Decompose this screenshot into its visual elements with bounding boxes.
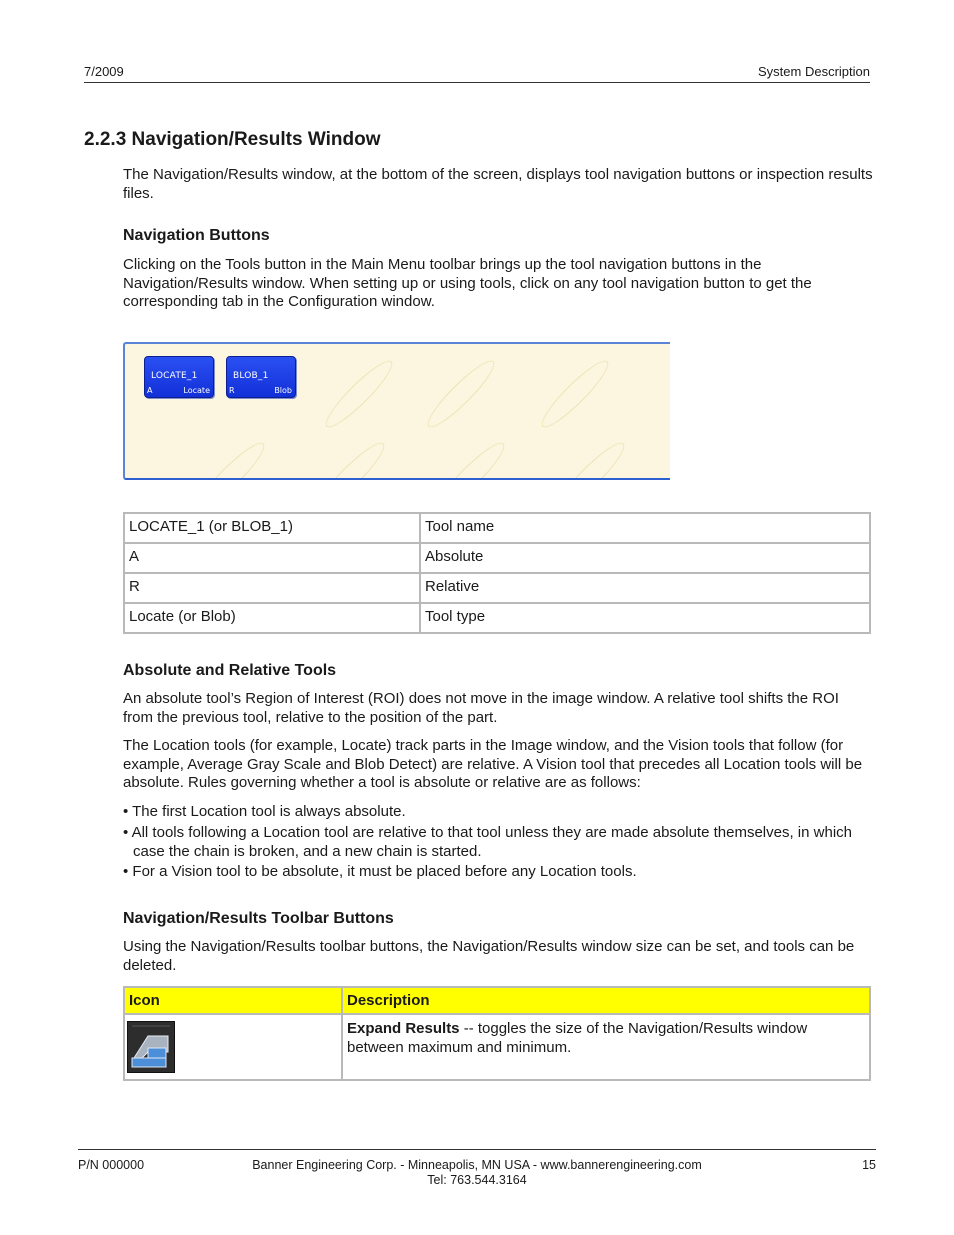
tool-mode: A	[147, 386, 153, 395]
tool-button-legend-table	[123, 512, 871, 634]
footer-page-number: 15	[862, 1158, 876, 1172]
table-cell	[124, 1014, 342, 1080]
column-header-icon: Icon	[124, 987, 342, 1014]
table-row	[124, 603, 870, 633]
table-header-row	[124, 987, 870, 1014]
toolbar-buttons-heading: Navigation/Results Toolbar Buttons	[123, 910, 394, 927]
watermark	[551, 436, 630, 480]
table-cell: LOCATE_1 (or BLOB_1)	[124, 513, 420, 543]
abs-rel-heading: Absolute and Relative Tools	[123, 662, 337, 679]
intro-paragraph: The Navigation/Results window, at the bottom of the screen, displays tool navigation buttons or inspection results files.	[123, 166, 873, 202]
table-cell: Tool name	[420, 513, 870, 543]
watermark	[431, 436, 510, 480]
table-cell	[342, 1014, 870, 1080]
list-item: • The first Location tool is always absolute.	[123, 803, 406, 820]
list-item: • All tools following a Location tool are relative to that tool unless they are made absolute themselves, in which case the chain is broken, and a new chain is started.	[123, 824, 852, 860]
table-row	[124, 543, 870, 573]
footer-divider	[78, 1149, 876, 1150]
nav-buttons-heading: Navigation Buttons	[123, 227, 270, 244]
footer-part-number: P/N 000000	[78, 1158, 145, 1172]
watermark	[191, 436, 270, 480]
column-header-description: Description	[342, 987, 870, 1014]
tool-button-locate[interactable]	[144, 356, 214, 398]
table-cell: A	[124, 543, 420, 573]
toolbar-buttons-table	[123, 986, 871, 1081]
table-cell: Relative	[420, 573, 870, 603]
footer-company: Banner Engineering Corp. - Minneapolis, MN USA - www.bannerengineering.com	[252, 1158, 702, 1172]
description-text: -- toggles the size of the Navigation/Results window between maximum and minimum.	[347, 1020, 808, 1056]
expand-results-icon[interactable]	[127, 1021, 175, 1073]
watermark	[535, 354, 614, 433]
nav-buttons-paragraph: Clicking on the Tools button in the Main Menu toolbar brings up the tool navigation buttons in the Navigation/Results window. When setting up or using tools, click on any tool navigation button to get the corresponding tab in the Configuration window.	[123, 256, 812, 310]
section-title: 2.2.3 Navigation/Results Window	[84, 129, 381, 150]
tool-name: BLOB_1	[233, 371, 269, 381]
tool-mode: R	[229, 386, 235, 395]
toolbar-buttons-paragraph: Using the Navigation/Results toolbar buttons, the Navigation/Results window size can be set, and tools can be deleted.	[123, 938, 855, 974]
tool-type: Locate	[183, 386, 210, 395]
table-row	[124, 1014, 870, 1080]
header-section: System Description	[758, 64, 870, 79]
abs-rel-paragraph-2: The Location tools (for example, Locate) track parts in the Image window, and the Vision tools that follow (for example, Average Gray Scale and Blob Detect) are relative. A Vision tool that precedes all Location tools will be absolute. Rules governing whether a tool is absolute or relative are as follows:	[123, 737, 863, 791]
table-row	[124, 513, 870, 543]
list-item: • For a Vision tool to be absolute, it must be placed before any Location tools.	[123, 863, 637, 880]
table-row	[124, 573, 870, 603]
table-cell: R	[124, 573, 420, 603]
tool-button-blob[interactable]	[226, 356, 296, 398]
tool-name: LOCATE_1	[151, 371, 198, 381]
watermark	[311, 436, 390, 480]
watermark	[421, 354, 500, 433]
tool-type: Blob	[274, 386, 292, 395]
navigation-results-screenshot	[123, 342, 670, 480]
table-cell: Absolute	[420, 543, 870, 573]
watermark	[319, 354, 398, 433]
footer-phone: Tel: 763.544.3164	[427, 1173, 527, 1187]
abs-rel-paragraph-1: An absolute tool’s Region of Interest (ROI) does not move in the image window. A relative tool shifts the ROI from the previous tool, relative to the position of the part.	[123, 690, 839, 726]
table-cell: Tool type	[420, 603, 870, 633]
header-divider	[84, 82, 870, 83]
table-cell: Locate (or Blob)	[124, 603, 420, 633]
header-date: 7/2009	[84, 64, 124, 79]
description-term: Expand Results	[347, 1020, 460, 1037]
